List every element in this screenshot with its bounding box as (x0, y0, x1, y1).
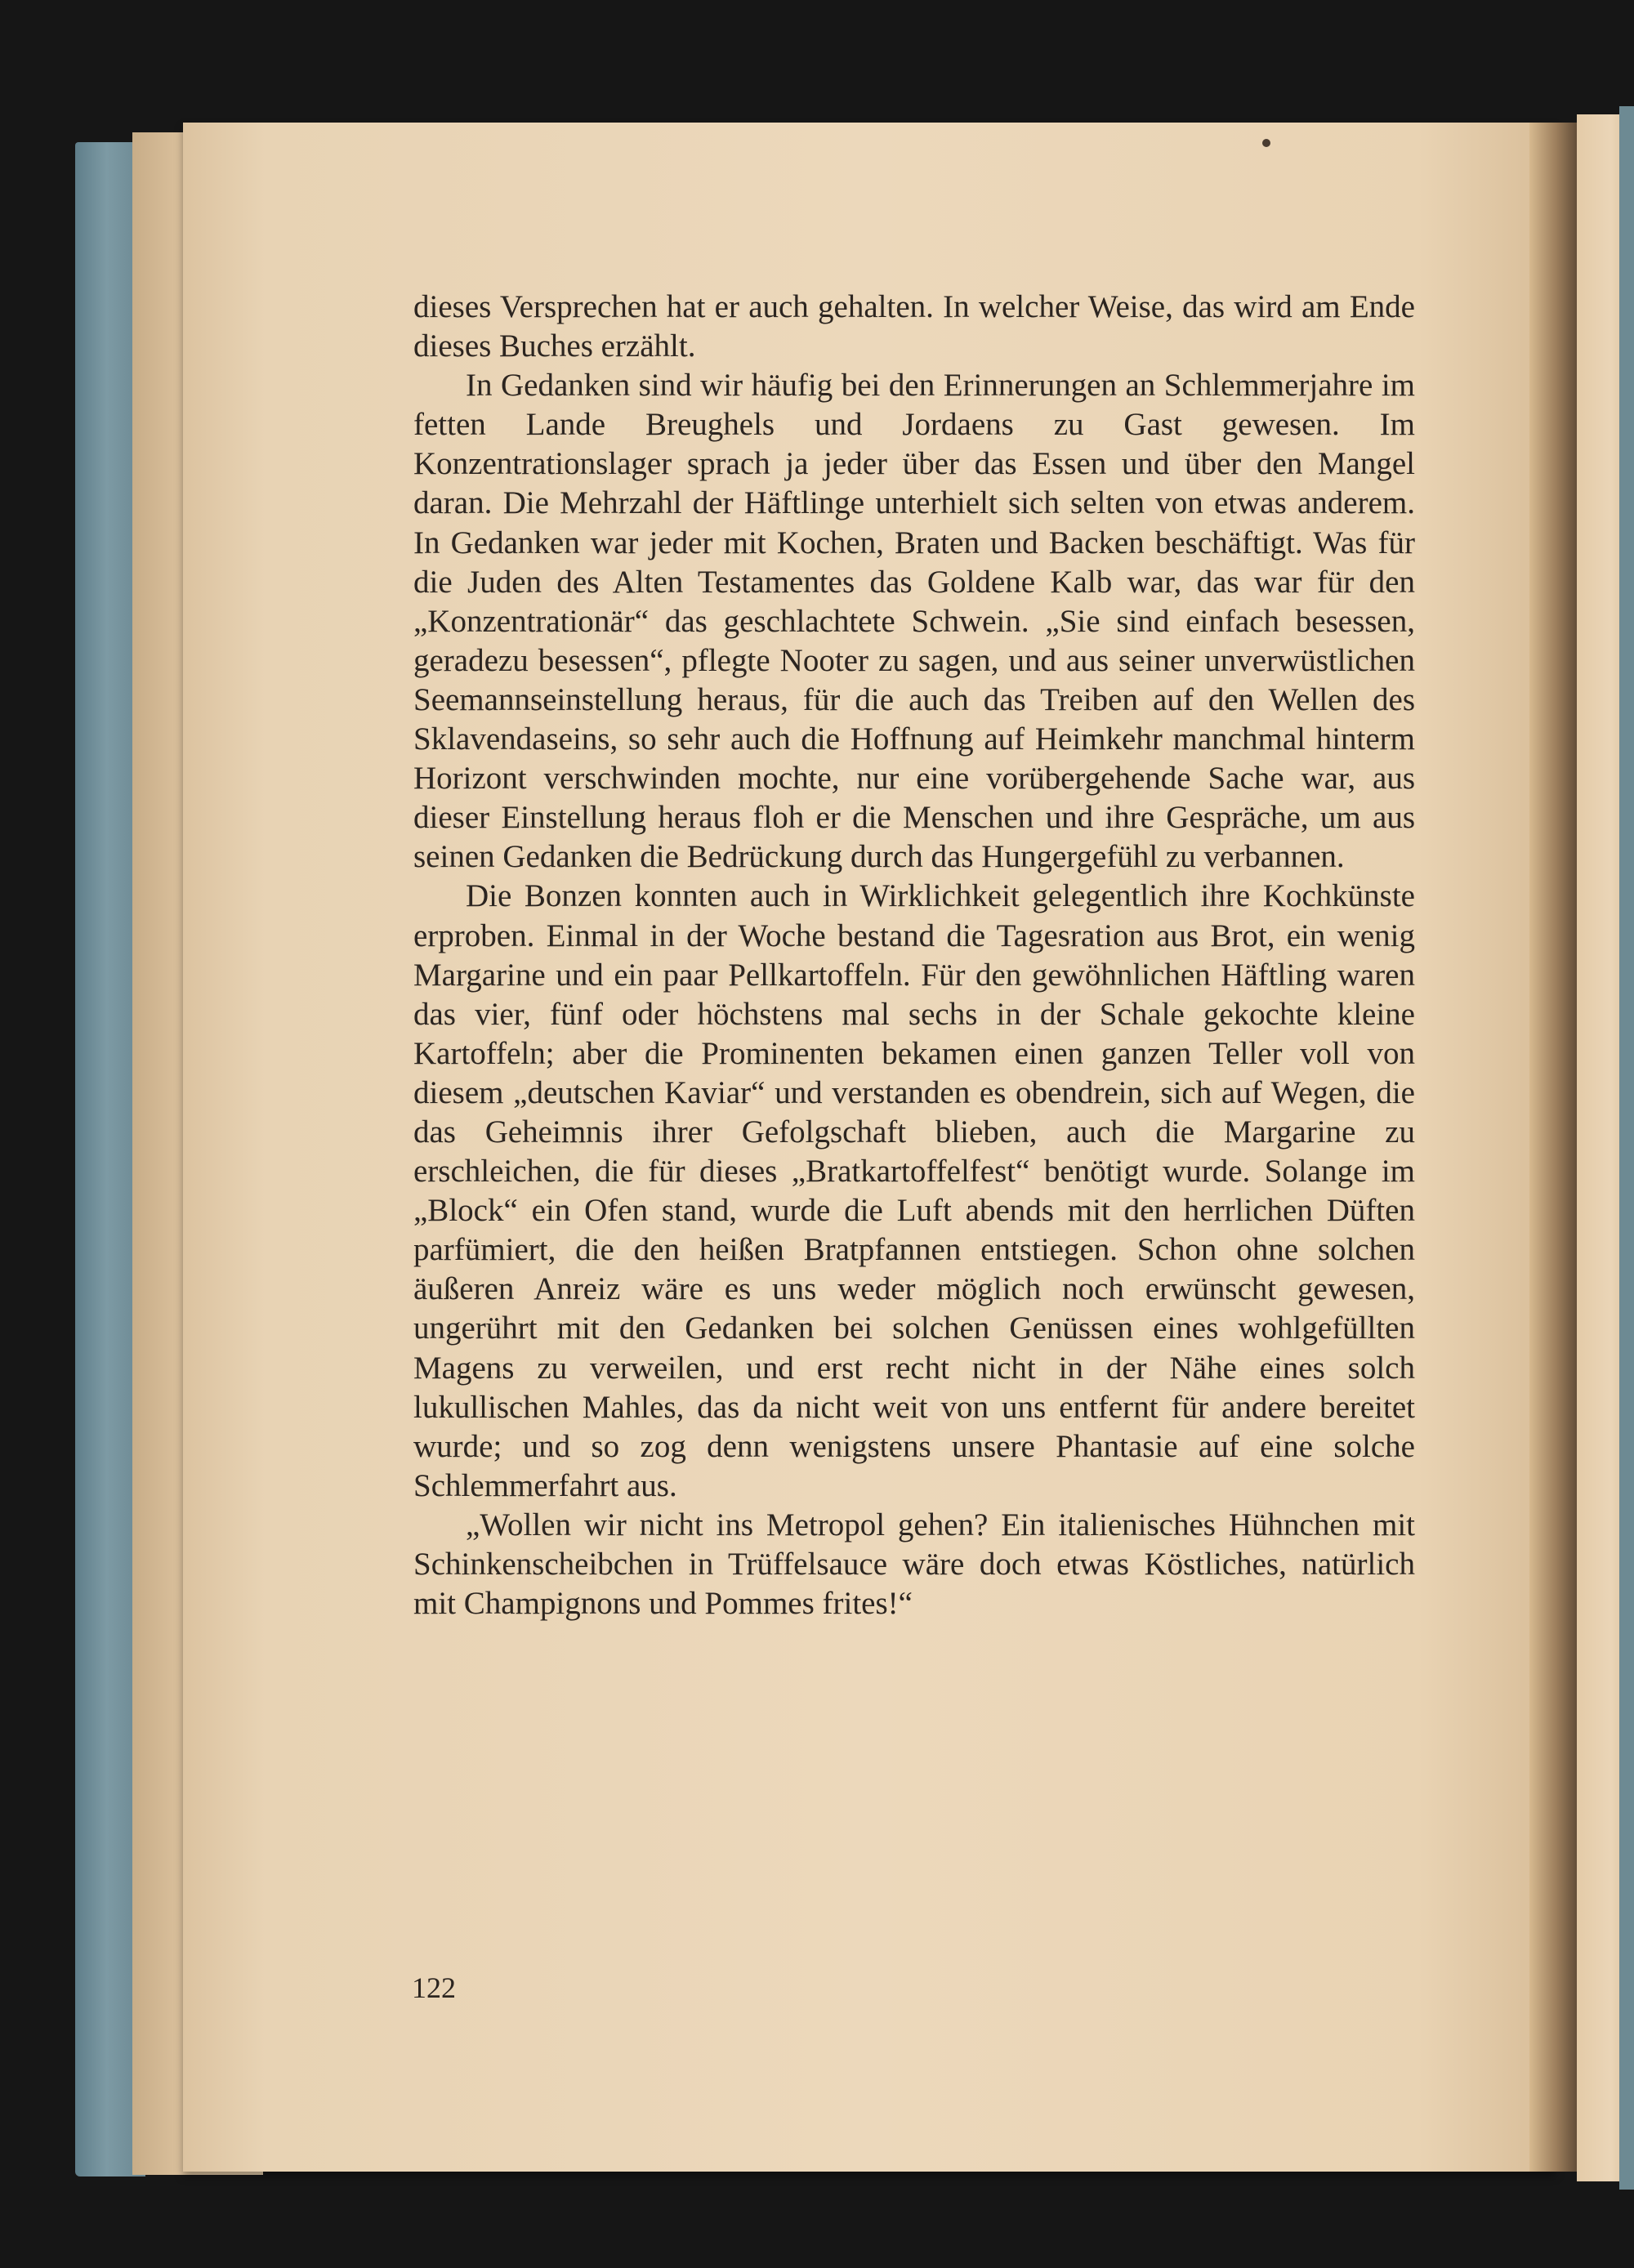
ink-speck (1262, 139, 1270, 147)
page-text (413, 288, 1415, 1623)
paragraph-1: dieses Versprechen hat er auch gehalten. In welcher Weise, das wird am Ende dieses Buches erzählt. (413, 289, 1415, 364)
page-number: 122 (412, 1971, 456, 2004)
paragraph-4: „Wollen wir nicht ins Metropol gehen? Ein italienisches Hühnchen mit Schinkenscheibchen in Trüffelsauce wäre doch etwas Köstliches, natürlich mit Champignons und Pommes frites!“ (413, 1507, 1415, 1622)
paragraph-2: In Gedanken sind wir häufig bei den Erinnerungen an Schlemmerjahre im fetten Lande Breughels und Jordaens zu Gast gewesen. Im Konzentrationslager sprach ja jeder über das Essen und über den Mangel daran. Die Mehrzahl der Häftlinge unterhielt sich selten von etwas anderem. In Gedanken war jeder mit Kochen, Braten und Backen beschäftigt. Was für die Juden des Alten Testamentes das Goldene Kalb war, das war für den „Konzentrationär“ das geschlachtete Schwein. „Sie sind einfach besessen, geradezu besessen“, pflegte Nooter zu sagen, und aus seiner unverwüstlichen Seemannseinstellung heraus, für die auch das Treiben auf den Wellen des Sklavendaseins, so sehr auch die Hoffnung auf Heimkehr manchmal hinterm Horizont verschwinden mochte, nur eine vorübergehende Sache war, aus dieser Einstellung heraus floh er die Menschen und ihre Gespräche, um aus seinen Gedanken die Bedrückung durch das Hungergefühl zu verbannen. (413, 368, 1415, 875)
paragraph-3: Die Bonzen konnten auch in Wirklichkeit gelegentlich ihre Kochkünste erproben. Einmal in der Woche bestand die Tagesration aus Brot, ein wenig Margarine und ein paar Pellkartoffeln. Für den gewöhnlichen Häftling waren das vier, fünf oder höchstens mal sechs in der Schale gekochte kleine Kartoffeln; aber die Prominenten bekamen einen ganzen Teller voll von diesem „deutschen Kaviar“ und verstanden es obendrein, sich auf Wegen, die das Geheimnis ihrer Gefolgschaft blieben, auch die Margarine zu erschleichen, die für dieses „Bratkartoffelfest“ benötigt wurde. Solange im „Block“ ein Ofen stand, wurde die Luft abends mit den herrlichen Düften parfümiert, die den heißen Bratpfannen entstiegen. Schon ohne solchen äußeren Anreiz wäre es uns weder möglich noch erwünscht gewesen, ungerührt mit den Gedanken bei solchen Genüssen eines wohlgefüllten Magens zu verweilen, und erst recht nicht in der Nähe eines solch lukullischen Mahles, das da nicht weit von uns entfernt für andere bereitet wurde; und so zog denn wenigstens unsere Phantasie auf eine solche Schlemmerfahrt aus. (413, 878, 1415, 1503)
book-gutter (1529, 123, 1578, 2172)
book-cover-right (1619, 106, 1634, 2190)
